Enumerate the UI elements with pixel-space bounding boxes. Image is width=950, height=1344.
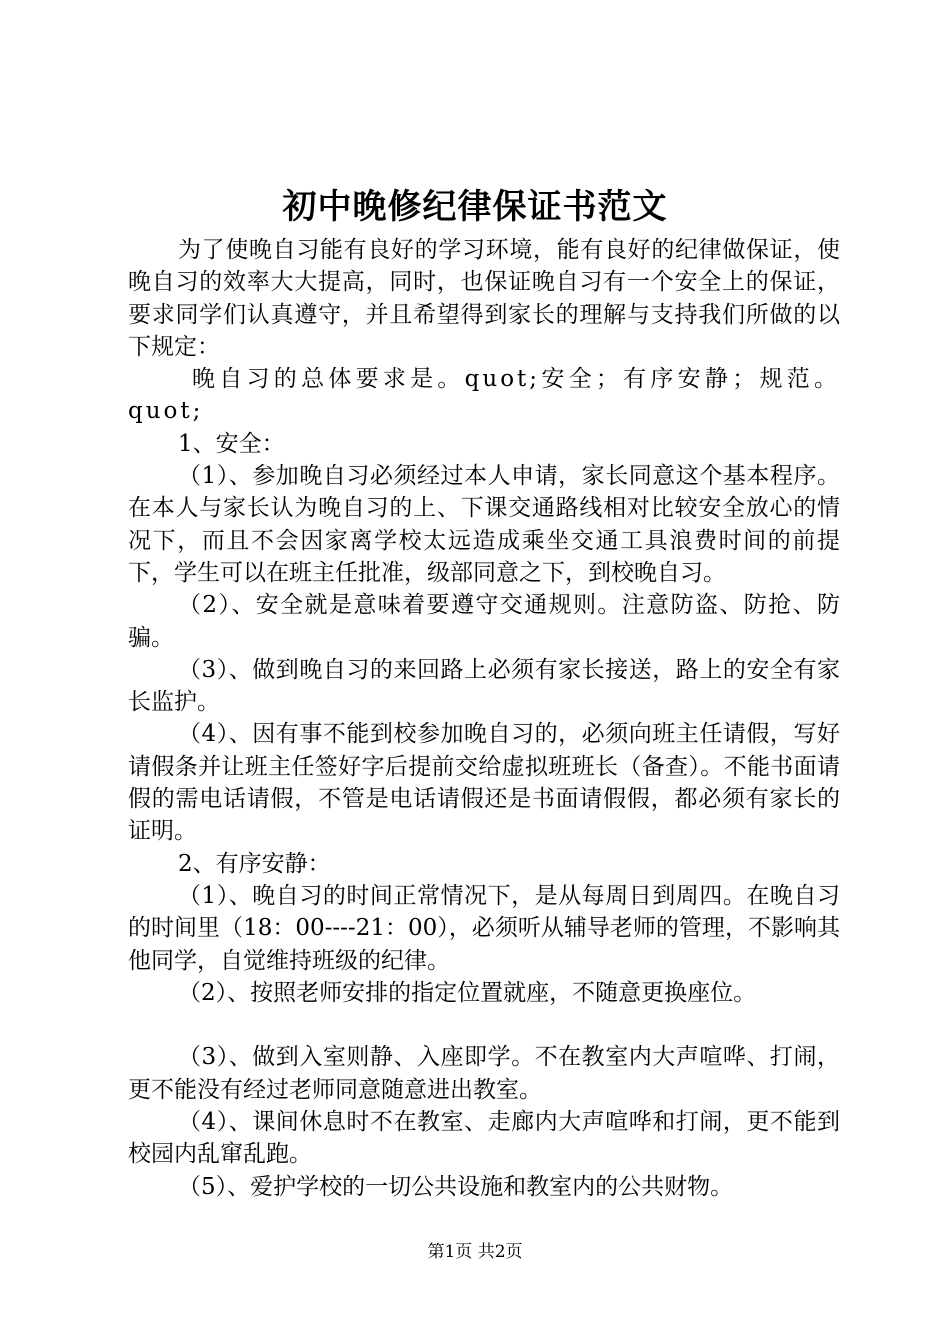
section-heading-safety: 1、安全： (178, 430, 285, 457)
safety-item-3: （3）、做到晚自习的来回路上必须有家长接送，路上的安全有家长监护。 (128, 656, 840, 716)
document-title: 初中晚修纪律保证书范文 (282, 187, 668, 227)
page-footer: 第1页 共2页 (427, 1242, 523, 1262)
order-item-2: （2）、按照老师安排的指定位置就座，不随意更换座位。 (178, 979, 757, 1006)
intro-paragraph: 为了使晚自习能有良好的学习环境，能有良好的纪律做保证，使晚自习的效率大大提高，同时，也保证晚自习有一个安全上的保证，要求同学们认真遵守，并且希望得到家长的理解与支持我们所做的以下规定： (128, 237, 840, 360)
safety-item-2: （2）、安全就是意味着要遵守交通规则。注意防盗、防抢、防骗。 (128, 592, 840, 651)
section-heading-order: 2、有序安静： (178, 850, 331, 877)
document-body (128, 234, 840, 1203)
order-item-5: （5）、爱护学校的一切公共设施和教室内的公共财物。 (178, 1173, 734, 1200)
overall-requirement-paragraph: 晚自习的总体要求是。quot;安全；有序安静；规范。quot; (128, 366, 840, 425)
order-item-1: （1）、晚自习的时间正常情况下，是从每周日到周四。在晚自习的时间里（18：00----21：00），必须听从辅导老师的管理，不影响其他同学，自觉维持班级的纪律。 (128, 882, 840, 974)
safety-item-4: （4）、因有事不能到校参加晚自习的，必须向班主任请假，写好请假条并让班主任签好字后提前交给虚拟班班长（备查）。不能书面请假的需电话请假，不管是电话请假还是书面请假假，都必须有家长的证明。 (128, 721, 840, 845)
order-item-3: （3）、做到入室则静、入座即学。不在教室内大声喧哗、打闹，更不能没有经过老师同意随意进出教室。 (128, 1044, 840, 1103)
safety-item-1: （1）、参加晚自习必须经过本人申请，家长同意这个基本程序。在本人与家长认为晚自习的上、下课交通路线相对比较安全放心的情况下，而且不会因家离学校太远造成乘坐交通工具浪费时间的前提下，学生可以在班主任批准，级部同意之下，到校晚自习。 (128, 463, 840, 586)
order-item-4: （4）、课间休息时不在教室、走廊内大声喧哗和打闹，更不能到校园内乱窜乱跑。 (128, 1109, 840, 1168)
blank-line (128, 1009, 840, 1041)
